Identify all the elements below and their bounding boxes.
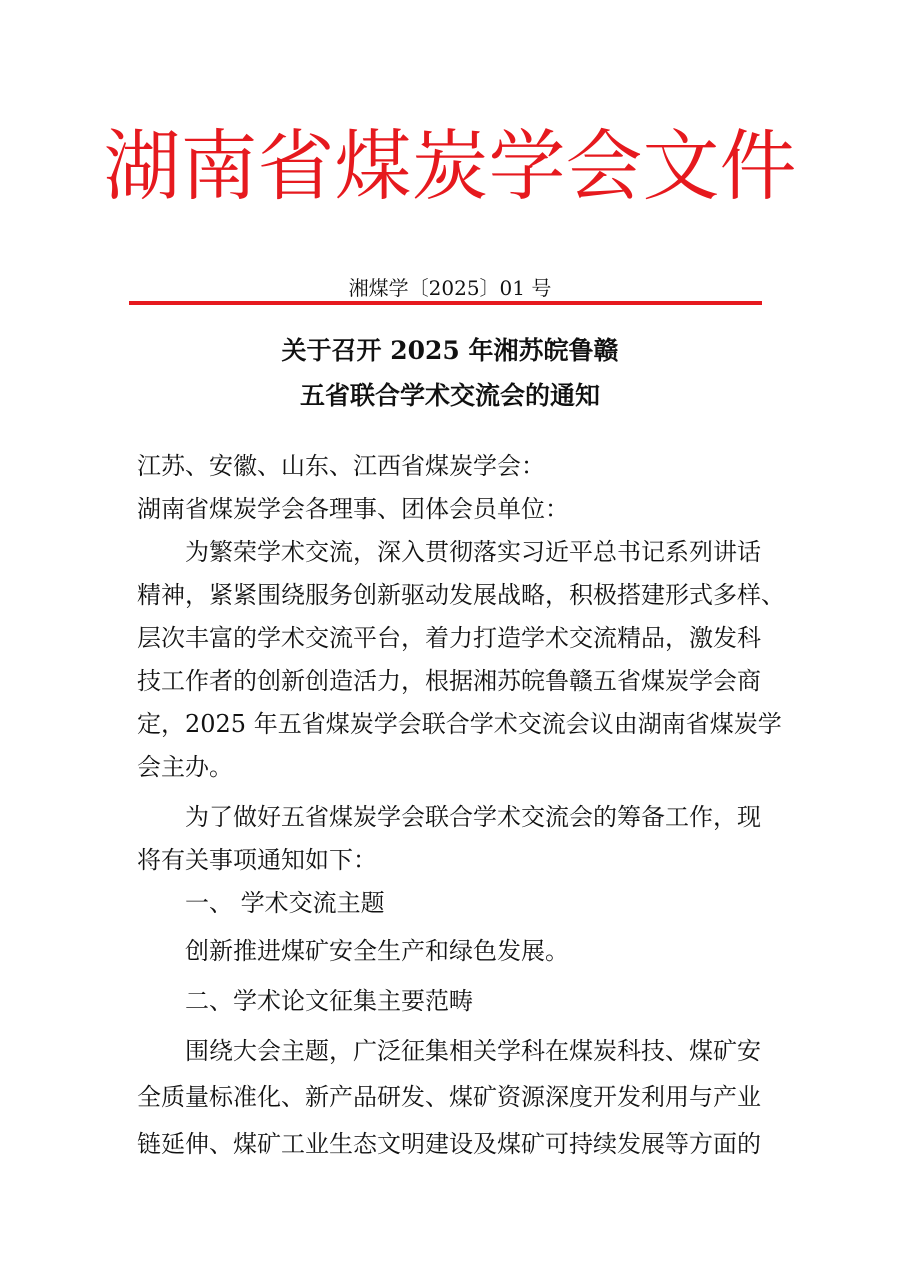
paragraph-line: 链延伸、煤矿工业生态文明建设及煤矿可持续发展等方面的 — [137, 1130, 761, 1158]
masthead-title: 湖南省煤炭学会文件 — [103, 123, 797, 212]
section-heading: 一、 学术交流主题 — [185, 889, 385, 917]
paragraph-line: 将有关事项通知如下： — [137, 846, 377, 874]
document-number: 湘煤学〔2025〕01 号 — [348, 276, 552, 300]
section-heading: 二、学术论文征集主要范畴 — [185, 987, 473, 1015]
notice-title-line-2: 五省联合学术交流会的通知 — [299, 381, 600, 410]
paragraph-line: 技工作者的创新创造活力，根据湘苏皖鲁赣五省煤炭学会商 — [137, 667, 761, 695]
paragraph-line: 定，2025 年五省煤炭学会联合学术交流会议由湖南省煤炭学 — [137, 710, 782, 738]
addressee-line: 江苏、安徽、山东、江西省煤炭学会： — [137, 452, 545, 480]
paragraph-line: 围绕大会主题，广泛征集相关学科在煤炭科技、煤矿安 — [185, 1037, 761, 1065]
notice-title-line-1: 关于召开 2025 年湘苏皖鲁赣 — [281, 336, 619, 365]
paragraph-line: 精神，紧紧围绕服务创新驱动发展战略，积极搭建形式多样、 — [137, 581, 785, 609]
paragraph-line: 全质量标准化、新产品研发、煤矿资源深度开发利用与产业 — [137, 1083, 761, 1111]
addressee-line: 湖南省煤炭学会各理事、团体会员单位： — [137, 495, 569, 523]
paragraph-line: 层次丰富的学术交流平台，着力打造学术交流精品，激发科 — [137, 624, 761, 652]
section-content: 创新推进煤矿安全生产和绿色发展。 — [185, 937, 569, 965]
red-divider-line — [129, 301, 762, 305]
paragraph-line: 为繁荣学术交流，深入贯彻落实习近平总书记系列讲话 — [185, 538, 761, 566]
paragraph-line: 会主办。 — [137, 753, 233, 781]
paragraph-line: 为了做好五省煤炭学会联合学术交流会的筹备工作，现 — [185, 803, 761, 831]
